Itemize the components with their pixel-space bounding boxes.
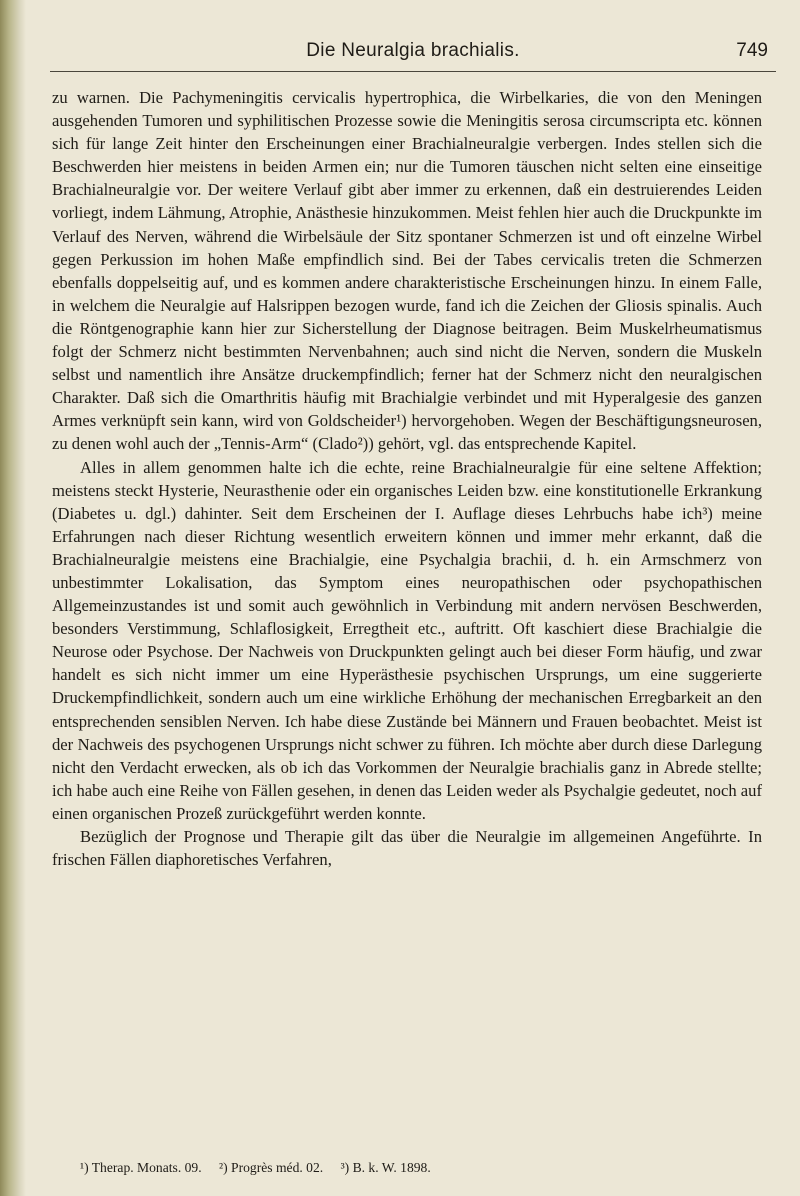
footnote-2: ²) Progrès méd. 02. — [219, 1160, 324, 1175]
paragraph-2: Alles in allem genommen halte ich die echte, reine Brachialneuralgie für eine seltene Affektion; meistens steckt Hysterie, Neurasthenie oder ein organisches Leiden bzw. eine konstitutionelle Erkrankung (Diabetes u. dgl.) dahinter. Seit dem Erscheinen der I. Auflage dieses Lehrbuchs habe ich³) meine Erfahrungen nach dieser Richtung wesentlich erweitern können und immer mehr erkannt, daß die Brachialneuralgie meistens eine Brachialgie, eine Psychalgia brachii, d. h. ein Armschmerz von unbestimmter Lokalisation, das Symptom eines neuropathischen oder psychopathischen Allgemeinzustandes ist und somit auch gewöhnlich in Verbindung mit andern nervösen Beschwerden, besonders Verstimmung, Schlaflosigkeit, Erregtheit etc., auftritt. Oft kaschiert diese Brachialgie die Neurose oder Psychose. Der Nachweis von Druckpunkten gelingt auch bei dieser Form häufig, und zwar handelt es sich nicht immer um eine Hyperästhesie psychischen Ursprungs, um eine suggerierte Druckempfindlichkeit, sondern auch um eine wirkliche Erhöhung der mechanischen Erregbarkeit an den entsprechenden sensiblen Nerven. Ich habe diese Zustände bei Männern und Frauen beobachtet. Meist ist der Nachweis des psychogenen Ursprungs nicht schwer zu führen. Ich möchte aber durch diese Darlegung nicht den Verdacht erwecken, als ob ich das Vorkommen der Neuralgie brachialis ganz in Abrede stellte; ich habe auch eine Reihe von Fällen gesehen, in denen das Leiden weder als Psychalgie gedeutet, noch auf einen organischen Prozeß zurückgeführt werden konnte. — [52, 457, 762, 823]
footnote-1: ¹) Therap. Monats. 09. — [80, 1160, 202, 1175]
page-header — [50, 40, 776, 68]
footnotes — [52, 1159, 762, 1177]
paragraph-3: Bezüglich der Prognose und Therapie gilt das über die Neuralgie im allgemeinen Angeführte. In frischen Fällen diaphoretisches Verfahren, — [52, 827, 762, 870]
running-title: Die Neuralgia brachialis. — [306, 40, 520, 61]
scanned-page-edge — [0, 0, 26, 1196]
footnote-3: ³) B. k. W. 1898. — [340, 1160, 431, 1175]
page-number: 749 — [736, 40, 768, 61]
paragraph-1: zu warnen. Die Pachymeningitis cervicalis hypertrophica, die Wirbelkaries, die von den Meningen ausgehenden Tumoren und syphilitischen Prozesse sowie die Meningitis serosa circumscripta etc. können sich für lange Zeit hinter den Erscheinungen einer Brachialneuralgie verbergen. Indes stellen sich die Beschwerden hier meistens in beiden Armen ein; nur die Tumoren täuschen nicht selten eine einseitige Brachialneuralgie vor. Der weitere Verlauf gibt aber immer zu erkennen, daß ein destruierendes Leiden vorliegt, indem Lähmung, Atrophie, Anästhesie hinzukommen. Meist fehlen hier auch die Druckpunkte im Verlauf des Nerven, während die Wirbelsäule der Sitz spontaner Schmerzen ist und oft einzelne Wirbel gegen Perkussion im hohen Maße empfindlich sind. Bei der Tabes cervicalis treten die Schmerzen ebenfalls doppelseitig auf, und es kommen andere charakteristische Erscheinungen hinzu. In einem Falle, in welchem die Neuralgie auf Halsrippen bezogen wurde, fand ich die Zeichen der Gliosis spinalis. Auch die Röntgenographie kann hier zur Sicherstellung der Diagnose beitragen. Beim Muskelrheumatismus folgt der Schmerz nicht bestimmten Nervenbahnen; auch sind nicht die Nerven, sondern die Muskeln selbst und namentlich ihre Ansätze druckempfindlich; ferner hat der Schmerz nicht den neuralgischen Charakter. Daß sich die Omarthritis häufig mit Brachialgie verbindet und mit Hyperalgesie des ganzen Armes verknüpft sein kann, wird von Goldscheider¹) hervorgehoben. Wegen der Beschäftigungsneurosen, zu denen wohl auch der „Tennis-Arm“ (Clado²)) gehört, vgl. das entsprechende Kapitel. — [52, 88, 762, 454]
header-rule — [50, 71, 776, 72]
body-text — [52, 86, 762, 871]
